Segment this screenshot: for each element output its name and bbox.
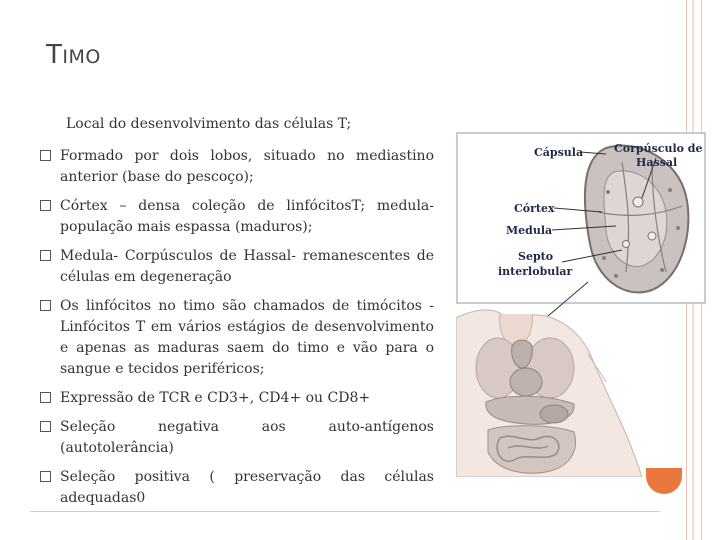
thymus-figure <box>456 132 708 477</box>
list-item: Formado por dois lobos, situado no mediastino anterior (base do pescoço); <box>40 146 434 188</box>
square-bullet-icon <box>40 150 51 161</box>
title-first-letter: T <box>46 40 63 70</box>
list-item: Os linfócitos no timo são chamados de timócitos - Linfócitos T em vários estágios de desenvolvimento e apenas as maduras saem do timo e vão para o sangue e tecidos periféricos; <box>40 296 434 380</box>
label-septo-line2: interlobular <box>498 265 573 278</box>
label-corpusculo-line1: Corpúsculo de <box>614 142 703 155</box>
label-capsula: Cápsula <box>534 146 584 159</box>
square-bullet-icon <box>40 250 51 261</box>
list-item: Expressão de TCR e CD3+, CD4+ ou CD8+ <box>40 388 434 409</box>
label-septo-line1: Septo <box>518 250 554 263</box>
title-rest: IMO <box>62 46 101 68</box>
torso-anatomy-illustration <box>456 310 642 477</box>
label-corpusculo-line2: Hassal <box>636 156 678 169</box>
square-bullet-icon <box>40 392 51 403</box>
square-bullet-icon <box>40 200 51 211</box>
label-cortex: Córtex <box>514 202 555 215</box>
slide-title <box>46 40 101 70</box>
list-item: Seleção positiva ( preservação das células adequadas0 <box>40 467 434 509</box>
square-bullet-icon <box>40 471 51 482</box>
list-item: Medula- Corpúsculos de Hassal- remanescentes de células em degeneração <box>40 246 434 288</box>
intro-text: Local do desenvolvimento das células T; <box>66 116 352 132</box>
list-item: Seleção negativa aos auto-antígenos (autotolerância) <box>40 417 434 459</box>
label-medula: Medula <box>506 224 553 237</box>
square-bullet-icon <box>40 300 51 311</box>
list-item: Córtex – densa coleção de linfócitosT; medula- população mais espassa (maduros); <box>40 196 434 238</box>
decorative-accent-circle <box>646 468 682 494</box>
bullet-list <box>40 146 434 517</box>
square-bullet-icon <box>40 421 51 432</box>
